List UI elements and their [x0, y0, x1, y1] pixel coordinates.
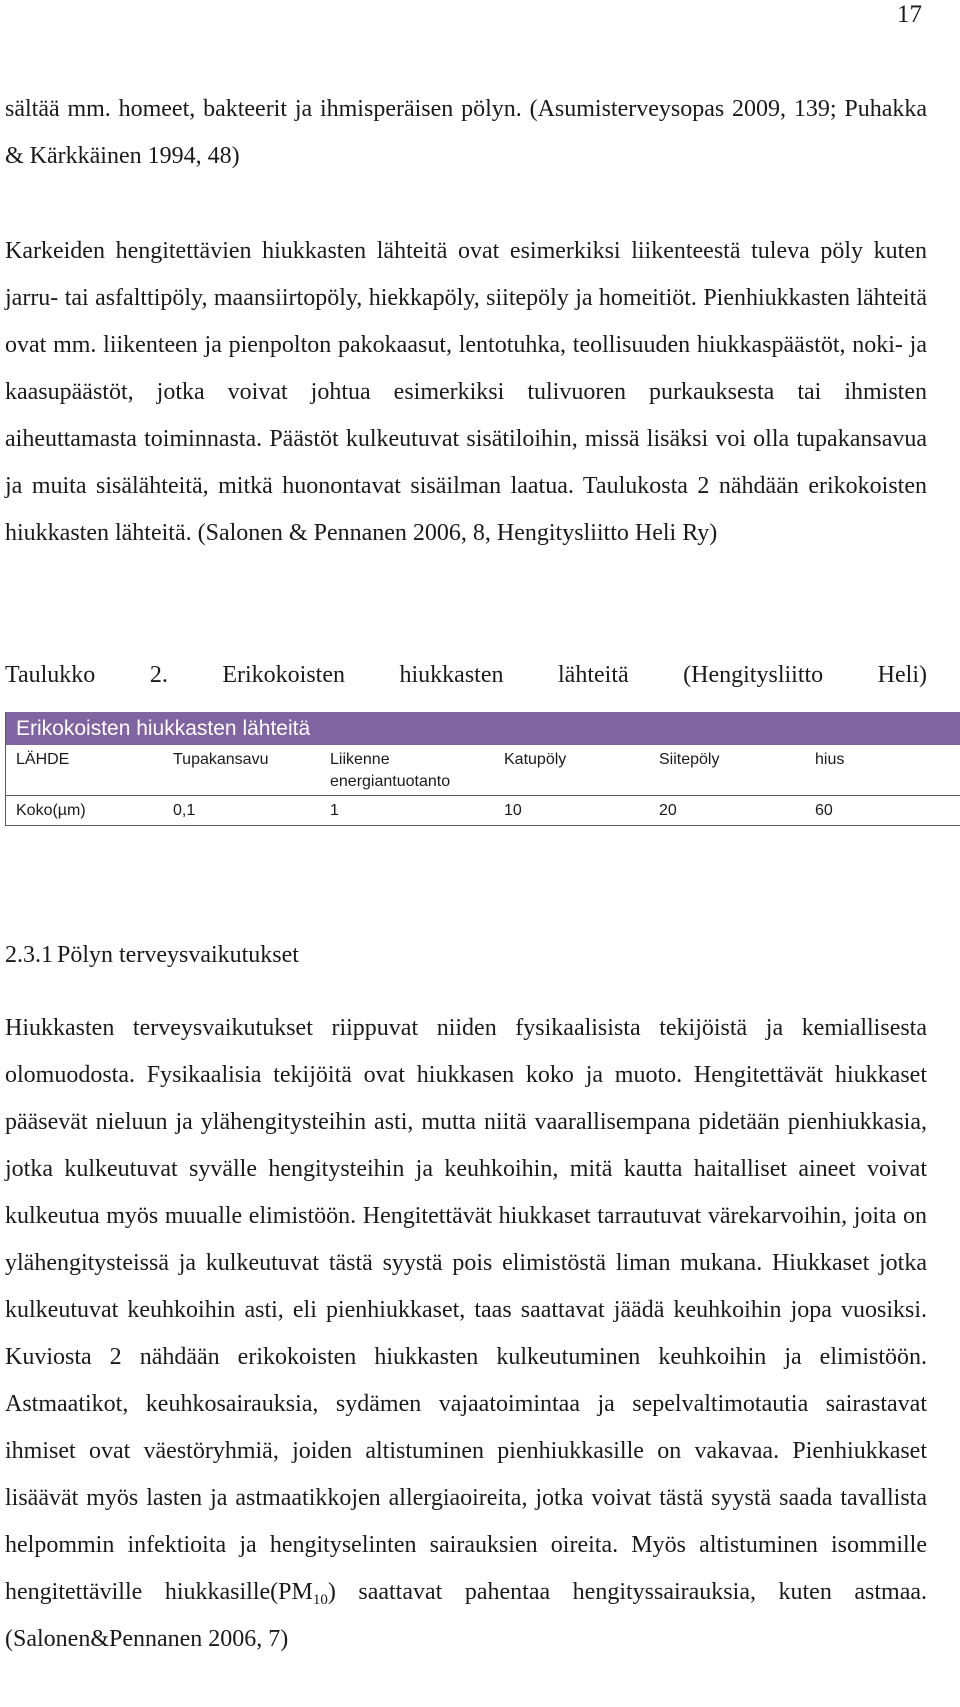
- table-cell: Liikenne energiantuotanto: [330, 751, 451, 790]
- page-number: 17: [897, 1, 922, 28]
- section-title: Pölyn terveysvaikutukset: [57, 942, 299, 968]
- table-cell: Siitepöly: [659, 751, 720, 768]
- table-size-row: [6, 796, 960, 825]
- table-cell: 20: [659, 802, 677, 819]
- paragraph-text: Hiukkasten terveysvaikutukset riippuvat niiden fysikaalisista tekijöistä ja kemiallisesta olomuodosta. Fysikaalisia tekijöitä ovat hiukkasen koko ja muoto. Hengitettävät hiukkaset pääsevät nieluun ja ylähengitysteihin asti, mutta niitä vaarallisempana pidetään pienhiukkasia, jotka kulkeutuvat syvälle hengitysteihin ja keuhkoihin, mitä kautta haitalliset aineet voivat kulkeutua myös muualle elimistöön. Hengitettävät hiukkaset tarrautuvat värekarvoihin, joita on ylähengitysteissä ja kulkeutuvat tästä syystä pois elimistöstä liman mukana. Hiukkaset jotka kulkeutuvat keuhkoihin asti, eli pienhiukkaset, taas saattavat jäädä keuhkoihin jopa vuosiksi. Kuviosta 2 nähdään erikokoisten hiukkasten kulkeutuminen keuhkoihin ja elimistöön. Astmaatikot, keuhkosairauksia, sydämen vajaatoimintaa ja sepelvaltimotautia sairastavat ihmiset ovat väestöryhmiä, joiden altistuminen pienhiukkasille on vakavaa. Pienhiukkaset lisäävät myös lasten ja astmaatikkojen allergiaoireita, jotka voivat tästä syystä saada tavallista helpommin infektioita ja hengityselinten sairauksien oireita. Myös altistuminen isommille hengitettäville hiukkasille(PM: [5, 1015, 927, 1605]
- table-cell: 1: [330, 802, 339, 819]
- paragraph-particle-sources: Karkeiden hengitettävien hiukkasten lähteitä ovat esimerkiksi liikenteestä tuleva pöly kuten jarru- tai asfalttipöly, maansiirtopöly, hiekkapöly, siitepöly ja homeitiöt. Pienhiukkasten lähteitä ovat mm. liikenteen ja pienpolton pakokaasut, lentotuhka, teollisuuden hiukkaspäästöt, noki- ja kaasupäästöt, jotka voivat johtua esimerkiksi tulivuoren purkauksesta tai ihmisten aiheuttamasta toiminnasta. Päästöt kulkeutuvat sisätiloihin, missä lisäksi voi olla tupakansavua ja muita sisälähteitä, mitkä huonontavat sisäilman laatua. Taulukosta 2 nähdään erikokoisten hiukkasten lähteitä. (Salonen & Pennanen 2006, 8, Hengitysliitto Heli Ry): [5, 238, 927, 546]
- paragraph-text-end: ) saattavat pahentaa hengityssairauksia, kuten astmaa. (Salonen&Pennanen 2006, 7): [5, 1579, 928, 1652]
- particle-sources-table: [5, 712, 960, 826]
- table-cell: LÄHDE: [16, 751, 70, 768]
- pm-subscript: 10: [312, 1592, 328, 1608]
- table-cell: 10: [504, 802, 522, 819]
- table-cell: Katupöly: [504, 751, 567, 768]
- section-number: 2.3.1: [5, 942, 53, 968]
- table-header-row: [6, 745, 960, 796]
- table-caption: Taulukko 2. Erikokoisten hiukkasten lähteitä (Hengitysliitto Heli): [5, 662, 927, 688]
- table-cell: 0,1: [173, 802, 196, 819]
- table-cell: hius: [815, 751, 845, 768]
- paragraph-intro: sältää mm. homeet, bakteerit ja ihmisperäisen pölyn. (Asumisterveysopas 2009, 139; Puhakka & Kärkkäinen 1994, 48): [5, 96, 927, 169]
- table-cell: Tupakansavu: [173, 751, 269, 768]
- table-title: Erikokoisten hiukkasten lähteitä: [6, 712, 960, 745]
- section-heading: [5, 935, 299, 975]
- table-cell: Koko(µm): [16, 802, 86, 819]
- table-cell: 60: [815, 802, 833, 819]
- paragraph-health-effects: [5, 1005, 927, 1663]
